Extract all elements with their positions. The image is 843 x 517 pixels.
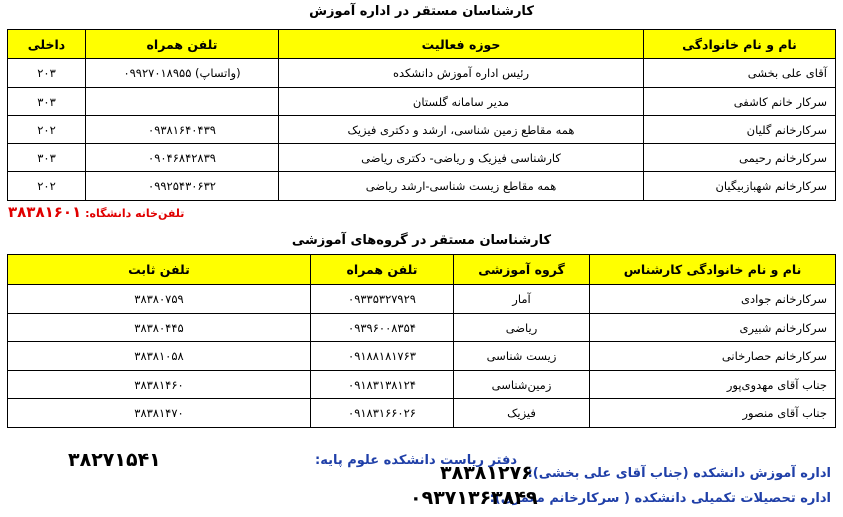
cell-department: زیست شناسی (454, 342, 590, 371)
cell-mobile: ۰۹۳۸۱۶۴۰۴۳۹ (86, 116, 279, 144)
cell-name: سرکارخانم حصارخانی (590, 342, 836, 371)
cell-landline: ۳۸۳۸۰۴۴۵ (8, 314, 311, 342)
cell-name: سرکارخانم گلیان (644, 116, 836, 144)
table-row (8, 88, 836, 116)
cell-name: جناب آقای منصور (590, 399, 836, 428)
cell-landline: ۳۸۳۸۱۴۶۰ (8, 371, 311, 399)
cell-activity: رئیس اداره آموزش دانشکده (279, 59, 644, 88)
cell-name: سرکارخانم جوادی (590, 285, 836, 314)
table-header-row (8, 255, 836, 285)
cell-mobile: ۰۹۹۲۵۴۳۰۶۳۲ (86, 172, 279, 201)
cell-mobile: ۰۹۰۴۶۸۴۲۸۳۹ (86, 144, 279, 172)
cell-name: سرکارخانم رحیمی (644, 144, 836, 172)
cell-name: سرکار خانم کاشفی (644, 88, 836, 116)
cell-name: سرکارخانم شهبازبیگیان (644, 172, 836, 201)
header-landline: تلفن ثابت (8, 255, 311, 285)
header-department: گروه آموزشی (454, 255, 590, 285)
table-row (8, 342, 836, 371)
cell-name: سرکارخانم شبیری (590, 314, 836, 342)
table-row (8, 371, 836, 399)
section1-title: کارشناسان مستقر در اداره آموزش (309, 4, 534, 19)
cell-department: آمار (454, 285, 590, 314)
cell-landline: ۳۸۳۸۰۷۵۹ (8, 285, 311, 314)
staff-table-departments (7, 254, 836, 428)
table-row (8, 285, 836, 314)
table-row (8, 59, 836, 88)
header-mobile: تلفن همراه (86, 30, 279, 59)
cell-mobile: ۰۹۱۸۸۱۸۱۷۶۳ (311, 342, 454, 371)
cell-extension: ۲۰۲ (8, 172, 86, 201)
edu-office-label: اداره آموزش دانشکده (جناب آقای علی بخشی): (527, 466, 831, 481)
table-header-row (8, 30, 836, 59)
cell-landline: ۳۸۳۸۱۴۷۰ (8, 399, 311, 428)
cell-mobile: ۰۹۱۸۳۱۶۶۰۲۶ (311, 399, 454, 428)
cell-activity: همه مقاطع زمین شناسی، ارشد و دکتری فیزیک (279, 116, 644, 144)
cell-name: آقای علی بخشی (644, 59, 836, 88)
cell-landline: ۳۸۳۸۱۰۵۸ (8, 342, 311, 371)
staff-table-office (7, 29, 836, 201)
cell-mobile: ۰۹۳۹۶۰۰۸۳۵۴ (311, 314, 454, 342)
table-row (8, 314, 836, 342)
cell-name: جناب آقای مهدوی‌پور (590, 371, 836, 399)
edu-office-phone: ۳۸۳۸۱۲۷۶ (440, 462, 533, 484)
cell-department: ریاضی (454, 314, 590, 342)
university-phone-label: تلفن‌خانه دانشگاه: (85, 207, 185, 220)
header-activity: حوزه فعالیت (279, 30, 644, 59)
dean-office-phone: ۳۸۲۷۱۵۴۱ (68, 449, 161, 471)
table-row (8, 172, 836, 201)
table-row (8, 144, 836, 172)
header-name: نام و نام خانوادگی (644, 30, 836, 59)
grad-office-phone: ۰۹۳۷۱۳۶۳۸۴۹ (410, 487, 538, 509)
header-name: نام و نام خانوادگی کارشناس (590, 255, 836, 285)
cell-activity: مدیر سامانه گلستان (279, 88, 644, 116)
cell-extension: ۳۰۳ (8, 144, 86, 172)
cell-mobile: (واتساپ) ۰۹۹۲۷۰۱۸۹۵۵ (86, 59, 279, 88)
cell-mobile: ۰۹۳۳۵۳۲۷۹۲۹ (311, 285, 454, 314)
cell-activity: همه مقاطع زیست شناسی-ارشد ریاضی (279, 172, 644, 201)
university-phone (8, 203, 184, 221)
cell-extension: ۲۰۳ (8, 59, 86, 88)
table-row (8, 116, 836, 144)
dean-office-label: دفتر ریاست دانشکده علوم پایه: (315, 453, 518, 468)
cell-department: زمین‌شناسی (454, 371, 590, 399)
cell-department: فیزیک (454, 399, 590, 428)
cell-mobile: ۰۹۱۸۳۱۳۸۱۲۴ (311, 371, 454, 399)
grad-office-label: اداره تحصیلات تکمیلی دانشکده ( سرکارخانم معمری): (489, 491, 831, 506)
section2-title: کارشناسان مستقر در گروه‌های آموزشی (291, 233, 552, 248)
university-phone-value: ۳۸۳۸۱۶۰۱ (8, 203, 82, 221)
header-extension: داخلی (8, 30, 86, 59)
cell-extension: ۲۰۲ (8, 116, 86, 144)
header-mobile: تلفن همراه (311, 255, 454, 285)
cell-mobile (86, 88, 279, 116)
table-row (8, 399, 836, 428)
cell-extension: ۳۰۳ (8, 88, 86, 116)
cell-activity: کارشناسی فیزیک و ریاضی- دکتری ریاضی (279, 144, 644, 172)
